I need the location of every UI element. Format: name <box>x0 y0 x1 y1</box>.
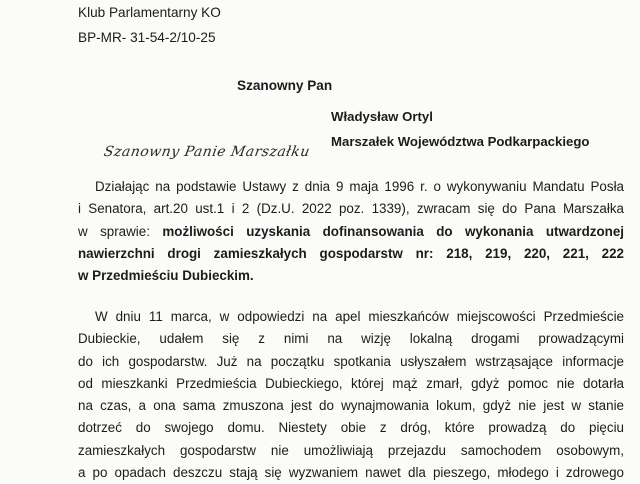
text-line: Dubieckie, udałem się z nimi na wizję lokalną drogami prowadzącymi <box>78 331 624 347</box>
text-line: i Senatora, art.20 ust.1 i 2 (Dz.U. 2022 poz. 1339), zwracam się do Pana Marszałka <box>78 201 624 217</box>
text-line: W dniu 11 marca, w odpowiedzi na apel mieszkańców miejscowości Przedmieście <box>95 309 624 324</box>
addressee-name: Władysław Ortyl <box>331 109 433 124</box>
reference-number: BP-MR- 31-54-2/10-25 <box>78 30 216 45</box>
paragraph-body <box>78 306 624 484</box>
text-line: na czas, a ona sama zmuszona jest do wynajmowania lokum, gdyż nie jest w stanie <box>78 398 624 414</box>
subject-bold: możliwości uzyskania dofinansowania do wykonania utwardzonej <box>162 223 624 239</box>
paragraph-request <box>78 176 624 287</box>
text-line: od mieszkanki Przedmieścia Dubieckiego, której mąż zmarł, gdyż pomoc nie dotarła <box>78 375 624 391</box>
text-line: do ich gospodarstw. Już na początku spotkania usłyszałem wstrząsające informacje <box>78 353 624 369</box>
text-line: zamieszkałych gospodarstw nie umożliwiają przejazdu samochodem osobowym, <box>78 442 624 458</box>
handwritten-salutation: Szanowny Panie Marszałku <box>102 144 312 160</box>
addressee-title: Marszałek Województwa Podkarpackiego <box>331 134 590 149</box>
club-name: Klub Parlamentarny KO <box>78 5 221 20</box>
text-line: Działając na podstawie Ustawy z dnia 9 maja 1996 r. o wykonywaniu Mandatu Posła <box>95 179 624 194</box>
subject-bold-line: w Przedmieściu Dubieckim. <box>78 268 254 284</box>
subject-bold-line: nawierzchni drogi zamieszkałych gospodarstw nr: 218, 219, 220, 221, 222 <box>78 245 624 261</box>
addressee-greeting: Szanowny Pan <box>237 78 333 93</box>
text-line: dotrzeć do swojego domu. Niestety obie z dróg, które prowadzą do pięciu <box>78 420 624 436</box>
subject-prefix: w sprawie: <box>78 223 163 239</box>
subject-line <box>78 221 624 243</box>
text-line: a po opadach deszczu stają się wyzwaniem nawet dla pieszego, młodego i zdrowego <box>78 465 624 481</box>
